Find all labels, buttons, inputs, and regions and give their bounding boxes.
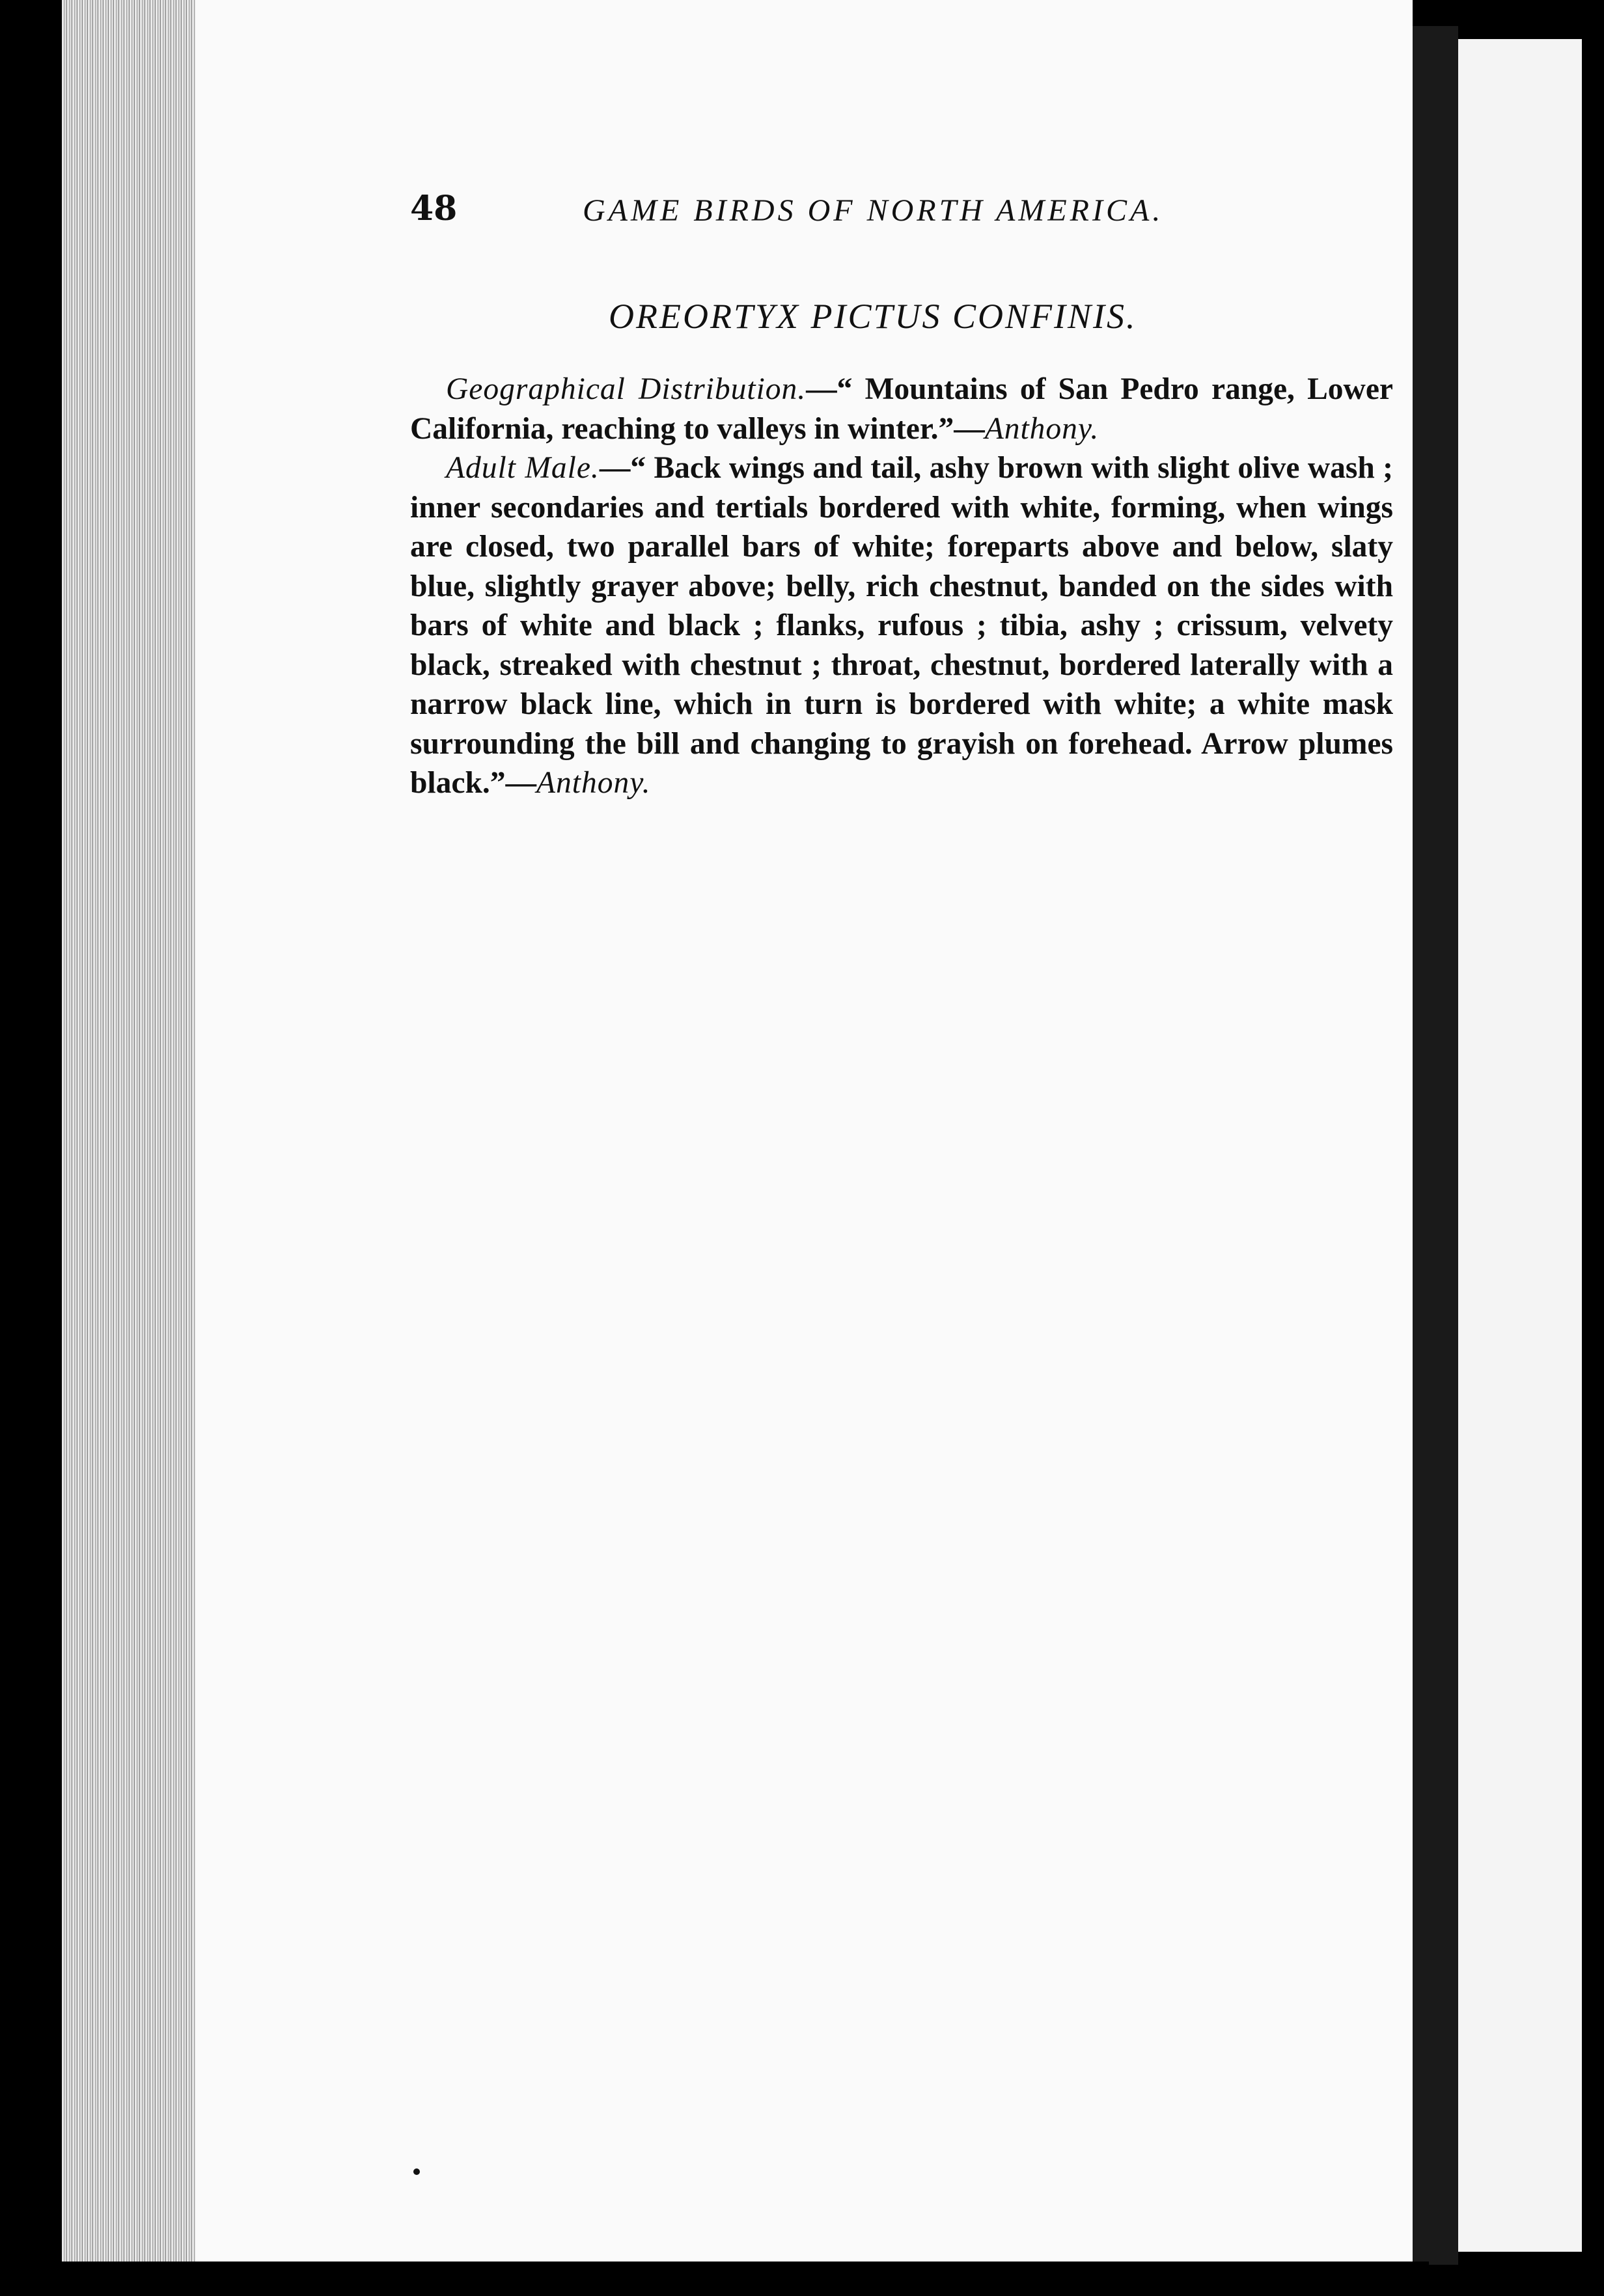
paragraph-distribution [410, 370, 1393, 448]
book-page [195, 0, 1413, 2296]
running-head: GAME BIRDS OF NORTH AMERICA. [583, 193, 1164, 228]
paragraph-text: —“ Mountains of San Pedro range, Lower California, reaching to valleys in winter.”— [410, 372, 1393, 446]
facing-page-edge [1458, 39, 1582, 2252]
citation: Anthony. [984, 411, 1099, 446]
scan-border [62, 2262, 1429, 2296]
species-title: OREORTYX PICTUS CONFINIS. [609, 297, 1137, 336]
paragraph-adult-male [410, 448, 1393, 803]
paragraph-text: —“ Back wings and tail, ashy brown with slight olive wash ; inner secondaries and tertials bordered with white, forming, when wings are closed, two parallel bars of white; foreparts above and below, slaty blue, slightly grayer above; belly, rich chestnut, banded on the sides with bars of white and black ; flanks, rufous ; tibia, ashy ; crissum, velvety black, streaked with chestnut ; throat, chestnut, bordered laterally with a narrow black line, which in turn is bordered with white; a white mask surrounding the bill and changing to grayish on forehead. Arrow plumes black.”— [410, 451, 1394, 800]
page-number: 48 [410, 189, 458, 228]
citation: Anthony. [536, 766, 651, 800]
page-header [410, 189, 1256, 241]
paragraph-lead: Geographical Distribution. [446, 372, 807, 406]
paragraph-lead: Adult Male. [446, 451, 600, 485]
book-gutter [1413, 26, 1458, 2265]
page-edges [62, 0, 199, 2296]
print-speck [413, 2168, 420, 2175]
body-text [410, 370, 1393, 803]
